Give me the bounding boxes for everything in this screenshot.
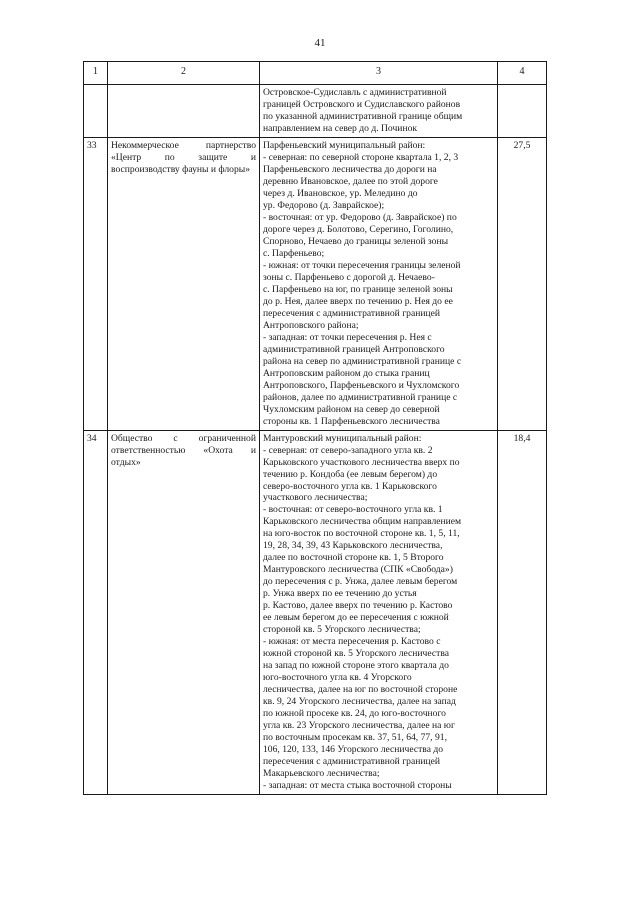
description-line: - западная: от места стыка восточной стороны bbox=[263, 780, 452, 792]
header-cell-4: 4 bbox=[498, 62, 547, 85]
description-line: района на север по административной границе с bbox=[263, 355, 462, 367]
description-line: административной границей Антроповского bbox=[263, 343, 445, 355]
area-value: 27,5 bbox=[498, 137, 547, 430]
description-line: кв. 9, 24 Угорского лесничества, далее на запад bbox=[263, 696, 456, 708]
description-line: Антроповского района; bbox=[263, 319, 359, 331]
description-line: р. Кастово, далее вверх по течению р. Кастово bbox=[263, 600, 453, 612]
description-line: Антроповского, Парфеньевского и Чухломского bbox=[263, 379, 460, 391]
description-line: - восточная: от ур. Федорово (д. Заврайское) по bbox=[263, 211, 457, 223]
description-line: пересечения с административной границей bbox=[263, 307, 440, 319]
description-line: - восточная: от северо-восточного угла кв. 1 bbox=[263, 504, 443, 516]
description-line: южной стороной кв. 5 Угорского лесничества bbox=[263, 648, 449, 660]
description-line: стороной кв. 5 Угорского лесничества; bbox=[263, 624, 421, 636]
boundary-description bbox=[260, 137, 498, 430]
description-line: 19, 28, 34, 39, 43 Карьковского лесничества, bbox=[263, 540, 443, 552]
description-line: деревню Ивановское, далее по этой дороге bbox=[263, 175, 438, 187]
description-line: дороге через д. Болотово, Серегино, Гоголино, bbox=[263, 223, 454, 235]
description-line: с. Парфеньево на юг, по границе зеленой зоны bbox=[263, 283, 453, 295]
description-line: границей Островского и Судиславского районов bbox=[263, 98, 461, 110]
table-row bbox=[84, 137, 547, 430]
row-number: 33 bbox=[84, 137, 108, 430]
description-line: - северная: по северной стороне квартала 1, 2, 3 bbox=[263, 151, 459, 163]
description-line: зоны с. Парфеньево с дорогой д. Нечаево- bbox=[263, 271, 435, 283]
description-line: до р. Нея, далее вверх по течению р. Нея до ее bbox=[263, 295, 453, 307]
organization-name bbox=[108, 85, 260, 138]
description-line: угла кв. 23 Угорского лесничества, далее на юг bbox=[263, 720, 455, 732]
description-line: - западная: от точки пересечения р. Нея с bbox=[263, 331, 432, 343]
hunting-grounds-table bbox=[83, 61, 547, 795]
description-line: Парфеньевский муниципальный район: bbox=[263, 139, 426, 151]
table-row bbox=[84, 85, 547, 138]
description-line: ее левым берегом до ее пересечения с южной bbox=[263, 612, 449, 624]
description-line: Макарьевского лесничества; bbox=[263, 768, 380, 780]
page-number: 41 bbox=[314, 37, 326, 49]
description-line: на юго-восток по восточной стороне кв. 1, 5, 11, bbox=[263, 528, 460, 540]
organization-name: Некоммерческое партнерство «Центр по защите и воспроизводству фауны и флоры» bbox=[108, 137, 260, 430]
description-line: по восточным просекам кв. 37, 51, 64, 77, 91, bbox=[263, 732, 447, 744]
description-line: Спорново, Нечаево до границы зеленой зоны bbox=[263, 235, 449, 247]
description-line: далее по восточной стороне кв. 1, 5 Второго bbox=[263, 552, 444, 564]
description-line: Карьковского лесничества общим направлением bbox=[263, 516, 462, 528]
description-line: юго-восточного угла кв. 4 Угорского bbox=[263, 672, 412, 684]
description-line: пересечения с административной границей bbox=[263, 756, 440, 768]
description-line: по южной просеке кв. 24, до юго-восточного bbox=[263, 708, 446, 720]
description-line: Карьковского участкового лесничества вверх по bbox=[263, 456, 460, 468]
organization-name: Общество с ограниченной ответственностью «Охота и отдых» bbox=[108, 430, 260, 795]
description-line: р. Унжа вверх по ее течению до устья bbox=[263, 588, 417, 600]
description-line: через д. Ивановское, ур. Меледино до bbox=[263, 187, 418, 199]
boundary-description bbox=[260, 85, 498, 138]
description-line: 106, 120, 133, 146 Угорского лесничества до bbox=[263, 744, 444, 756]
description-line: на запад по южной стороне этого квартала до bbox=[263, 660, 449, 672]
row-number bbox=[84, 85, 108, 138]
description-line: ур. Федорово (д. Заврайское); bbox=[263, 199, 385, 211]
description-line: - южная: от точки пересечения границы зеленой bbox=[263, 259, 461, 271]
description-line: Антроповским районом до стыка границ bbox=[263, 367, 430, 379]
description-line: до пересечения с р. Унжа, далее левым берегом bbox=[263, 576, 458, 588]
description-line: районов, далее по административной границе с bbox=[263, 391, 458, 403]
header-cell-2: 2 bbox=[108, 62, 260, 85]
description-line: - южная: от места пересечения р. Кастово с bbox=[263, 636, 441, 648]
description-line: Островское-Судиславль с административной bbox=[263, 87, 447, 98]
description-line: направлением на север до д. Починок bbox=[263, 122, 418, 134]
header-cell-1: 1 bbox=[84, 62, 108, 85]
description-line: северо-восточного угла кв. 1 Карьковского bbox=[263, 480, 437, 492]
area-value: 18,4 bbox=[498, 430, 547, 795]
table-header-row bbox=[84, 62, 547, 85]
description-line: с. Парфеньево; bbox=[263, 247, 325, 259]
header-cell-3: 3 bbox=[260, 62, 498, 85]
description-line: - северная: от северо-западного угла кв. 2 bbox=[263, 444, 433, 456]
boundary-description bbox=[260, 430, 498, 795]
description-line: стороны кв. 1 Парфеньевского лесничества bbox=[263, 415, 440, 427]
description-line: по указанной административной границе общим bbox=[263, 110, 463, 122]
description-line: Мантуровского лесничества (СПК «Свобода») bbox=[263, 564, 453, 576]
area-value bbox=[498, 85, 547, 138]
description-line: течению р. Кондоба (ее левым берегом) до bbox=[263, 468, 438, 480]
description-line: Парфеньевского лесничества до дороги на bbox=[263, 163, 437, 175]
description-line: Чухломским районом на север до северной bbox=[263, 403, 440, 415]
description-line: участкового лесничества; bbox=[263, 492, 368, 504]
row-number: 34 bbox=[84, 430, 108, 795]
description-line: лесничества, далее на юг по восточной стороне bbox=[263, 684, 458, 696]
description-line: Мантуровский муниципальный район: bbox=[263, 432, 422, 444]
table-row bbox=[84, 430, 547, 795]
